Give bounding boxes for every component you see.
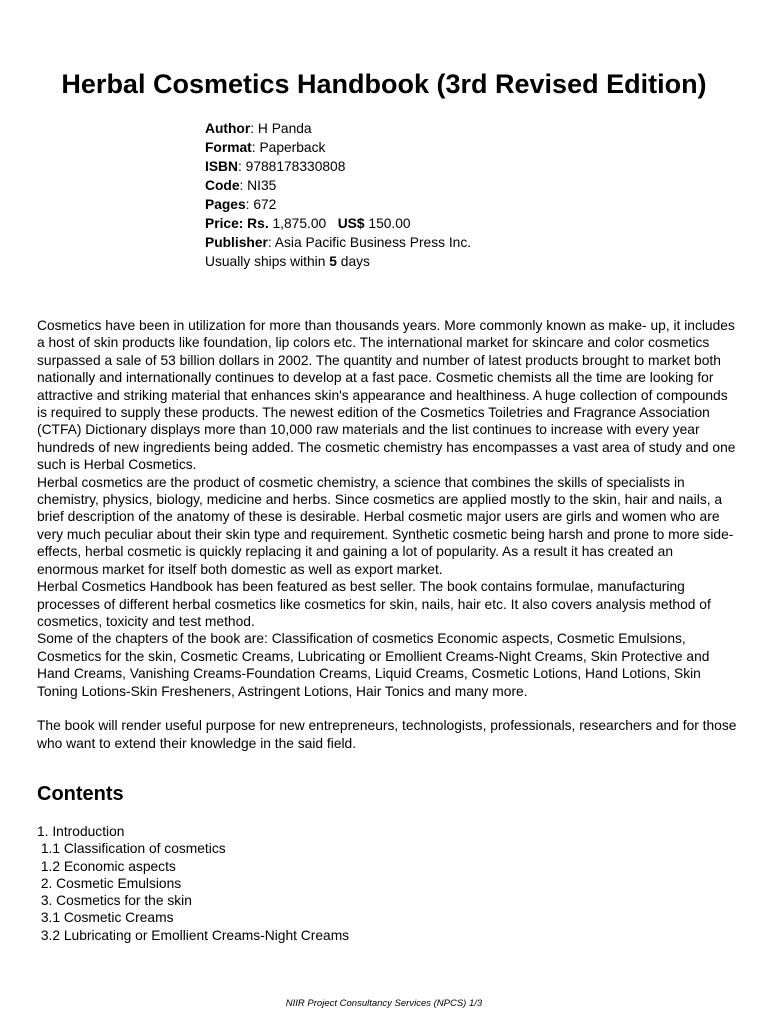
format-label: Format — [205, 140, 252, 155]
pages-row: Pages: 672 — [205, 197, 277, 212]
shipping-days: 5 — [329, 254, 337, 269]
table-of-contents — [37, 823, 349, 944]
author-value: H Panda — [257, 121, 312, 136]
isbn-row: ISBN: 9788178330808 — [205, 159, 346, 174]
toc-item: 3.1 Cosmetic Creams — [37, 910, 174, 926]
description-paragraph: The book will render useful purpose for new entrepreneurs, technologists, professionals, researchers and for those who want to extend their knowledge in the said field. — [37, 718, 737, 751]
price-rs-value: 1,875.00 — [272, 216, 327, 231]
price-usd-value: 150.00 — [368, 216, 411, 231]
book-description — [37, 317, 737, 752]
toc-item: 1. Introduction — [37, 824, 125, 839]
shipping-row — [205, 252, 471, 271]
toc-item: 2. Cosmetic Emulsions — [37, 875, 182, 891]
price-usd-label: US$ — [337, 216, 365, 231]
code-row: Code: NI35 — [205, 178, 277, 193]
isbn-value: 9788178330808 — [245, 159, 346, 174]
author-row: Author: H Panda — [205, 121, 312, 136]
toc-item: 1.1 Classification of cosmetics — [37, 841, 226, 857]
publisher-label: Publisher — [205, 235, 268, 250]
book-title: Herbal Cosmetics Handbook (3rd Revised Edition) — [61, 69, 707, 99]
format-row: Format: Paperback — [205, 140, 326, 155]
code-label: Code — [205, 178, 240, 193]
book-details — [205, 119, 471, 271]
description-paragraph: Cosmetics have been in utilization for more than thousands years. More commonly known as make- up, it includes a host of skin products like foundation, lip colors etc. The international market for skincare and color cosmetics surpassed a sale of 53 billion dollars in 2002. The quantity and number of latest products brought to market both nationally and internationally continues to develop at a fast pace. Cosmetic chemists all the time are looking for attractive and striking material that enhances skin's appearance and healthiness. A huge collection of compounds is required to supply these products. The newest edition of the Cosmetics Toiletries and Fragrance Association (CTFA) Dictionary displays more than 10,000 raw materials and the list continues to increase with every year hundreds of new ingredients being added. The cosmetic chemistry has encompasses a vast area of study and one such is Herbal Cosmetics. — [37, 318, 736, 473]
toc-item: 3. Cosmetics for the skin — [37, 893, 192, 909]
format-value: Paperback — [259, 140, 326, 155]
pages-value: 672 — [253, 197, 277, 212]
publisher-value: Asia Pacific Business Press Inc. — [274, 235, 472, 250]
toc-item: 1.2 Economic aspects — [37, 858, 176, 874]
description-paragraph: Some of the chapters of the book are: Classification of cosmetics Economic aspects, Cosmetic Emulsions, Cosmetics for the skin, Cosmetic Creams, Lubricating or Emollient Creams-Night Creams, Skin Protective and Hand Creams, Vanishing Creams-Foundation Creams, Liquid Creams, Cosmetic Lotions, Hand Lotions, Skin Toning Lotions-Skin Fresheners, Astringent Lotions, Hair Tonics and many more. — [37, 631, 710, 699]
shipping-suffix: days — [340, 254, 370, 269]
price-row — [205, 214, 471, 233]
price-rs-label: Price: Rs. — [205, 216, 269, 231]
author-label: Author — [205, 121, 251, 136]
code-value: NI35 — [247, 178, 277, 193]
contents-heading: Contents — [37, 783, 124, 805]
shipping-prefix: Usually ships within — [205, 254, 326, 269]
description-paragraph: Herbal cosmetics are the product of cosmetic chemistry, a science that combines the skills of specialists in chemistry, physics, biology, medicine and herbs. Since cosmetics are applied mostly to the skin, hair and nails, a brief description of the anatomy of these is desirable. Herbal cosmetic major users are girls and women who are very much peculiar about their skin type and requirement. Synthetic cosmetic being harsh and prone to more side- effects, herbal cosmetic is quickly replacing it and gaining a lot of popularity. As a result it has created an enormous market for itself both domestic as well as export market. — [37, 474, 734, 577]
toc-item: 3.2 Lubricating or Emollient Creams-Night Creams — [37, 927, 350, 943]
pages-label: Pages — [205, 197, 246, 212]
isbn-label: ISBN — [205, 159, 238, 174]
description-paragraph: Herbal Cosmetics Handbook has been featured as best seller. The book contains formulae, manufacturing processes of different herbal cosmetics like cosmetics for skin, nails, hair etc. It also covers analysis method of cosmetics, toxicity and test method. — [37, 579, 711, 629]
page-footer: NIIR Project Consultancy Services (NPCS) 1/3 — [285, 998, 483, 1009]
publisher-row: Publisher: Asia Pacific Business Press Inc. — [205, 235, 472, 250]
